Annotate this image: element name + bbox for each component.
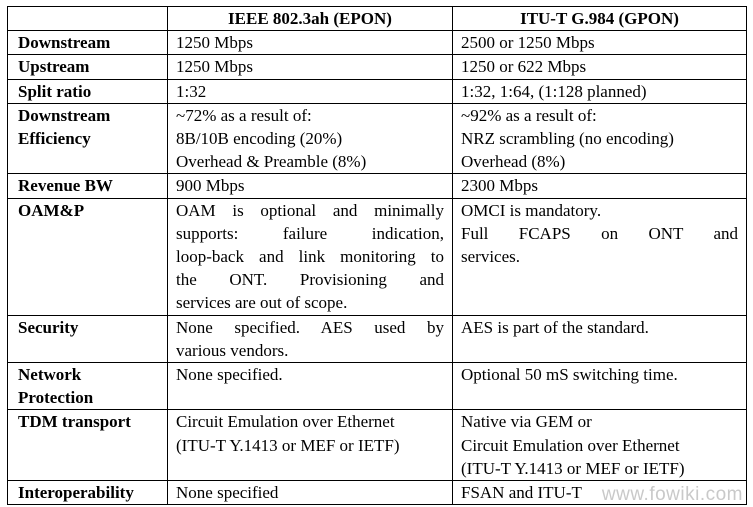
cell-gpon-downstream: 2500 or 1250 Mbps (453, 31, 747, 55)
cell-epon-security: None specified. AES used by various vendors. (168, 315, 453, 362)
cell-epon-oamp: OAM is optional and minimally supports: failure indication, loop-back and link monitoring to the ONT. Provisioning and services are out of scope. (168, 198, 453, 315)
table-row (8, 198, 747, 315)
row-label-split-ratio: Split ratio (8, 79, 168, 103)
comparison-table (7, 6, 747, 505)
row-label-revenue-bw: Revenue BW (8, 174, 168, 198)
row-label-downstream: Downstream (8, 31, 168, 55)
header-epon: IEEE 802.3ah (EPON) (168, 7, 453, 31)
table-row (8, 174, 747, 198)
row-label-efficiency: Downstream Efficiency (8, 103, 168, 174)
cell-epon-upstream: 1250 Mbps (168, 55, 453, 79)
table-row (8, 31, 747, 55)
cell-gpon-split-ratio: 1:32, 1:64, (1:128 planned) (453, 79, 747, 103)
cell-gpon-network-protection: Optional 50 mS switching time. (453, 363, 747, 410)
table-row (8, 410, 747, 481)
cell-epon-split-ratio: 1:32 (168, 79, 453, 103)
cell-gpon-revenue-bw: 2300 Mbps (453, 174, 747, 198)
row-label-network-protection: Network Protection (8, 363, 168, 410)
table-row (8, 315, 747, 362)
cell-gpon-interoperability: FSAN and ITU-T (453, 481, 747, 505)
table-row (8, 103, 747, 174)
header-corner-cell (8, 7, 168, 31)
cell-epon-downstream: 1250 Mbps (168, 31, 453, 55)
table-row (8, 363, 747, 410)
cell-epon-tdm-transport: Circuit Emulation over Ethernet (ITU-T Y.1413 or MEF or IETF) (168, 410, 453, 481)
cell-gpon-security: AES is part of the standard. (453, 315, 747, 362)
row-label-security: Security (8, 315, 168, 362)
cell-epon-efficiency: ~72% as a result of: 8B/10B encoding (20%) Overhead & Preamble (8%) (168, 103, 453, 174)
row-label-upstream: Upstream (8, 55, 168, 79)
cell-gpon-upstream: 1250 or 622 Mbps (453, 55, 747, 79)
cell-epon-revenue-bw: 900 Mbps (168, 174, 453, 198)
cell-epon-interoperability: None specified (168, 481, 453, 505)
row-label-tdm-transport: TDM transport (8, 410, 168, 481)
row-label-oamp: OAM&P (8, 198, 168, 315)
row-label-interoperability: Interoperability (8, 481, 168, 505)
table-row (8, 55, 747, 79)
watermark-text: www.fowiki.com (601, 484, 743, 505)
cell-gpon-tdm-transport: Native via GEM or Circuit Emulation over Ethernet (ITU-T Y.1413 or MEF or IETF) (453, 410, 747, 481)
header-gpon: ITU-T G.984 (GPON) (453, 7, 747, 31)
cell-gpon-oamp: OMCI is mandatory. Full FCAPS on ONT and services. (453, 198, 747, 315)
cell-epon-network-protection: None specified. (168, 363, 453, 410)
table-row (8, 79, 747, 103)
cell-gpon-efficiency: ~92% as a result of: NRZ scrambling (no encoding) Overhead (8%) (453, 103, 747, 174)
header-row (8, 7, 747, 31)
